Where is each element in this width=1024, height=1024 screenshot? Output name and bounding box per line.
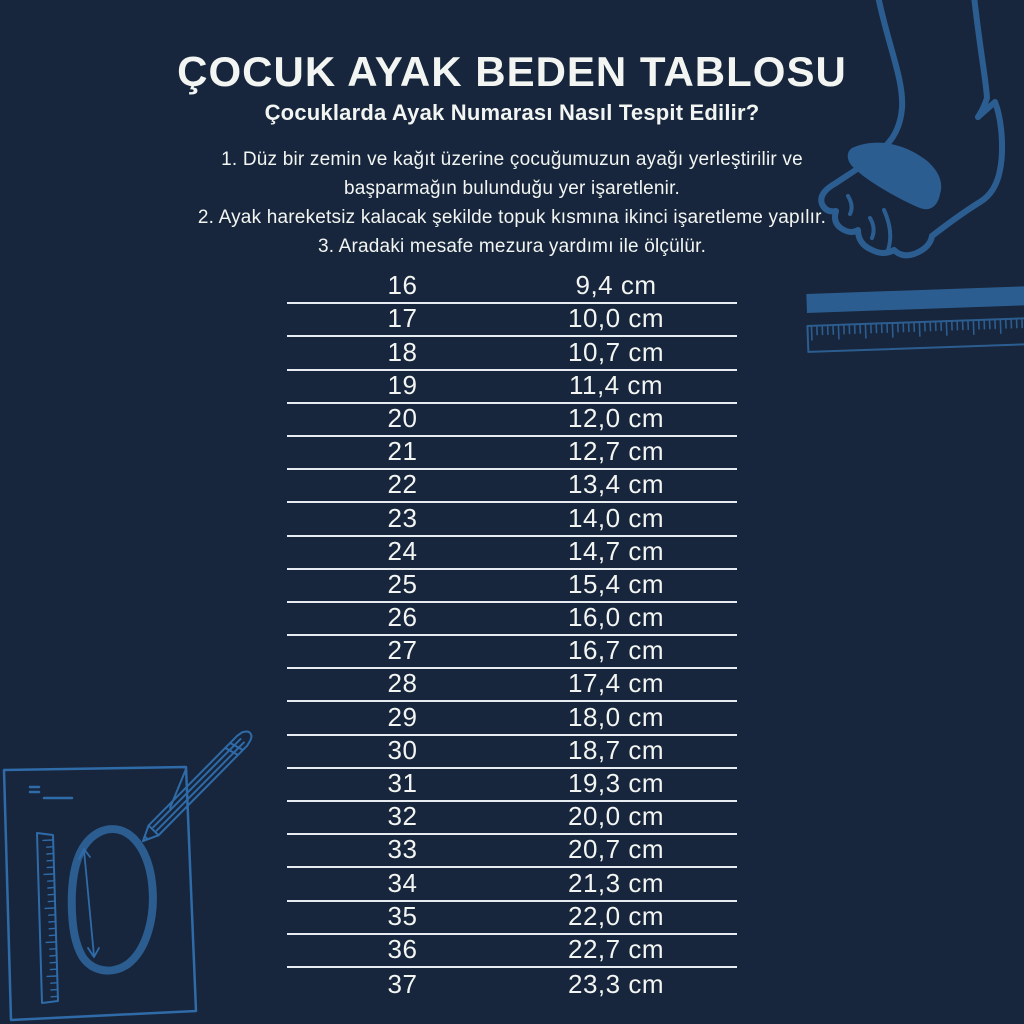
table-row: [287, 902, 737, 935]
size-cell: 36: [387, 933, 418, 964]
table-row: [287, 802, 737, 835]
ruler-bar-shape: [806, 286, 1024, 313]
vertical-ruler-illustration: [37, 833, 58, 1003]
length-cell: 22,7 cm: [568, 933, 664, 964]
size-cell: 17: [387, 303, 418, 334]
size-cell: 34: [387, 867, 418, 898]
table-row: [287, 603, 737, 636]
size-cell: 19: [387, 369, 418, 400]
pencil-icon: [138, 728, 255, 846]
table-row: [287, 537, 737, 570]
table-row: [287, 669, 737, 702]
table-row: [287, 736, 737, 769]
table-row: [287, 437, 737, 470]
paper-sheet-shape: [4, 767, 196, 1020]
length-cell: 18,7 cm: [568, 734, 664, 765]
length-cell: 12,7 cm: [568, 436, 664, 467]
size-cell: 30: [387, 734, 418, 765]
length-cell: 10,7 cm: [568, 336, 664, 367]
table-row: [287, 371, 737, 404]
table-row: [287, 702, 737, 735]
size-cell: 26: [387, 602, 418, 633]
table-row: [287, 570, 737, 603]
instruction-line: başparmağın bulunduğu yer işaretlenir.: [343, 178, 681, 199]
measure-arrow-icon: [79, 849, 99, 957]
size-cell: 20: [387, 402, 418, 433]
length-cell: 11,4 cm: [568, 369, 664, 400]
table-row: [287, 636, 737, 669]
table-row: [287, 271, 737, 304]
table-row: [287, 470, 737, 503]
length-cell: 18,0 cm: [568, 701, 664, 732]
table-row: [287, 868, 737, 901]
length-cell: 16,7 cm: [568, 635, 664, 666]
size-cell: 23: [387, 502, 418, 533]
paper-foot-tracing-illustration: [0, 698, 270, 1024]
instruction-line: 3. Aradaki mesafe mezura yardımı ile ölçülür.: [317, 236, 707, 257]
table-row: [287, 404, 737, 437]
length-cell: 13,4 cm: [568, 469, 664, 500]
instruction-line: 1. Düz bir zemin ve kağıt üzerine çocuğumuzun ayağı yerleştirilir ve: [221, 149, 803, 170]
size-cell: 28: [387, 668, 418, 699]
length-cell: 10,0 cm: [568, 303, 664, 334]
page-title: ÇOCUK AYAK BEDEN TABLOSU: [177, 48, 847, 95]
length-cell: 15,4 cm: [568, 568, 664, 599]
table-row: [287, 769, 737, 802]
length-cell: 20,0 cm: [568, 801, 664, 832]
table-row: [287, 304, 737, 337]
size-cell: 24: [387, 535, 418, 566]
table-row: [287, 935, 737, 968]
size-cell: 29: [387, 701, 418, 732]
table-row: [287, 503, 737, 536]
length-cell: 20,7 cm: [568, 834, 664, 865]
size-cell: 21: [387, 436, 418, 467]
size-cell: 25: [387, 568, 418, 599]
size-cell: 33: [387, 834, 418, 865]
length-cell: 22,0 cm: [568, 900, 664, 931]
size-cell: 18: [387, 336, 418, 367]
ruler-illustration: [806, 282, 1024, 360]
length-cell: 16,0 cm: [568, 602, 664, 633]
size-cell: 16: [387, 270, 418, 301]
size-table: [287, 271, 737, 1001]
length-cell: 9,4 cm: [575, 270, 657, 301]
instruction-line: 2. Ayak hareketsiz kalacak şekilde topuk kısmına ikinci işaretleme yapılır.: [197, 207, 827, 228]
table-row: [287, 968, 737, 1001]
length-cell: 23,3 cm: [568, 969, 664, 1000]
length-cell: 17,4 cm: [568, 668, 664, 699]
instructions: [0, 145, 1024, 261]
length-cell: 14,7 cm: [568, 535, 664, 566]
length-cell: 12,0 cm: [568, 402, 664, 433]
length-cell: 21,3 cm: [568, 867, 664, 898]
size-cell: 31: [387, 768, 418, 798]
size-cell: 22: [387, 469, 418, 500]
size-cell: 32: [387, 801, 418, 832]
size-cell: 35: [387, 900, 418, 931]
size-cell: 37: [387, 969, 418, 1000]
table-row: [287, 337, 737, 370]
length-cell: 19,3 cm: [568, 768, 664, 798]
length-cell: 14,0 cm: [568, 502, 664, 533]
table-row: [287, 835, 737, 868]
size-cell: 27: [387, 635, 418, 666]
page-subtitle: Çocuklarda Ayak Numarası Nasıl Tespit Edilir?: [264, 100, 760, 125]
